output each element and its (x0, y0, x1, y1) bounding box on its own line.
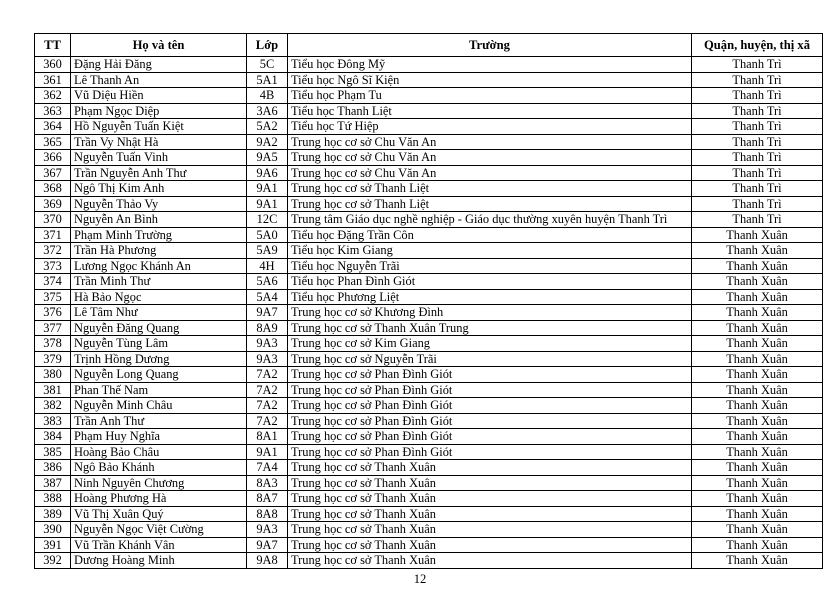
table-row (35, 305, 823, 321)
row-tt: 377 (35, 320, 71, 336)
table-row (35, 72, 823, 88)
row-name: Nguyễn Tùng Lâm (71, 336, 247, 352)
table-row (35, 181, 823, 197)
row-name: Vũ Trần Khánh Vân (71, 537, 247, 553)
table-row (35, 57, 823, 73)
row-school: Trung học cơ sở Chu Văn An (288, 165, 692, 181)
table-row (35, 460, 823, 476)
row-school: Trung học cơ sở Thanh Liệt (288, 181, 692, 197)
row-name: Phạm Huy Nghĩa (71, 429, 247, 445)
table-row (35, 553, 823, 569)
row-school: Tiểu học Đặng Trần Côn (288, 227, 692, 243)
table-row (35, 367, 823, 383)
table-row (35, 382, 823, 398)
row-name: Phạm Minh Trường (71, 227, 247, 243)
row-school: Trung học cơ sở Thanh Xuân (288, 475, 692, 491)
row-school: Trung học cơ sở Phan Đình Giót (288, 398, 692, 414)
row-name: Trần Minh Thư (71, 274, 247, 290)
row-name: Vũ Diệu Hiền (71, 88, 247, 104)
row-tt: 371 (35, 227, 71, 243)
row-tt: 373 (35, 258, 71, 274)
row-class: 9A1 (247, 196, 288, 212)
row-district: Thanh Trì (692, 72, 823, 88)
row-tt: 363 (35, 103, 71, 119)
row-district: Thanh Trì (692, 181, 823, 197)
header-tt: TT (35, 34, 71, 57)
row-class: 9A2 (247, 134, 288, 150)
table-row (35, 150, 823, 166)
row-district: Thanh Xuân (692, 398, 823, 414)
row-school: Trung học cơ sở Thanh Xuân (288, 537, 692, 553)
row-school: Tiểu học Phương Liệt (288, 289, 692, 305)
row-district: Thanh Xuân (692, 351, 823, 367)
row-tt: 381 (35, 382, 71, 398)
row-class: 4B (247, 88, 288, 104)
row-name: Nguyễn An Bình (71, 212, 247, 228)
row-school: Trung học cơ sở Phan Đình Giót (288, 429, 692, 445)
row-district: Thanh Trì (692, 165, 823, 181)
row-name: Trần Hà Phương (71, 243, 247, 259)
row-district: Thanh Xuân (692, 429, 823, 445)
row-name: Lê Thanh An (71, 72, 247, 88)
row-class: 5A6 (247, 274, 288, 290)
row-district: Thanh Xuân (692, 475, 823, 491)
row-class: 5A2 (247, 119, 288, 135)
row-class: 9A3 (247, 336, 288, 352)
row-name: Trần Anh Thư (71, 413, 247, 429)
table-row (35, 212, 823, 228)
table-row (35, 119, 823, 135)
row-school: Trung học cơ sở Phan Đình Giót (288, 367, 692, 383)
row-class: 5A0 (247, 227, 288, 243)
row-tt: 382 (35, 398, 71, 414)
row-school: Trung học cơ sở Nguyễn Trãi (288, 351, 692, 367)
header-class: Lớp (247, 34, 288, 57)
row-district: Thanh Xuân (692, 444, 823, 460)
row-school: Tiểu học Kim Giang (288, 243, 692, 259)
table-row (35, 165, 823, 181)
row-district: Thanh Xuân (692, 537, 823, 553)
row-school: Trung học cơ sở Thanh Xuân (288, 506, 692, 522)
row-school: Tiểu học Nguyễn Trãi (288, 258, 692, 274)
table-row (35, 336, 823, 352)
row-name: Nguyễn Đăng Quang (71, 320, 247, 336)
row-name: Trần Nguyễn Anh Thư (71, 165, 247, 181)
row-name: Trần Vy Nhật Hà (71, 134, 247, 150)
row-district: Thanh Xuân (692, 491, 823, 507)
row-school: Trung học cơ sở Thanh Xuân Trung (288, 320, 692, 336)
row-class: 7A2 (247, 382, 288, 398)
row-school: Trung tâm Giáo dục nghề nghiệp - Giáo dục thường xuyên huyện Thanh Trì (288, 212, 692, 228)
row-district: Thanh Xuân (692, 367, 823, 383)
row-district: Thanh Xuân (692, 553, 823, 569)
row-class: 8A3 (247, 475, 288, 491)
row-name: Hồ Nguyễn Tuấn Kiệt (71, 119, 247, 135)
row-tt: 384 (35, 429, 71, 445)
row-class: 4H (247, 258, 288, 274)
row-tt: 386 (35, 460, 71, 476)
page-number: 12 (413, 572, 427, 586)
row-name: Ninh Nguyên Chương (71, 475, 247, 491)
row-class: 3A6 (247, 103, 288, 119)
row-district: Thanh Trì (692, 103, 823, 119)
row-tt: 360 (35, 57, 71, 73)
row-school: Tiểu học Đông Mỹ (288, 57, 692, 73)
table-row (35, 274, 823, 290)
row-district: Thanh Xuân (692, 320, 823, 336)
header-school: Trường (288, 34, 692, 57)
row-name: Nguyễn Long Quang (71, 367, 247, 383)
row-district: Thanh Xuân (692, 305, 823, 321)
row-class: 9A7 (247, 537, 288, 553)
table-row (35, 227, 823, 243)
row-name: Đặng Hải Đăng (71, 57, 247, 73)
row-class: 12C (247, 212, 288, 228)
row-tt: 375 (35, 289, 71, 305)
row-tt: 392 (35, 553, 71, 569)
row-tt: 368 (35, 181, 71, 197)
row-class: 9A7 (247, 305, 288, 321)
row-school: Trung học cơ sở Chu Văn An (288, 150, 692, 166)
table-row (35, 289, 823, 305)
row-tt: 362 (35, 88, 71, 104)
table-body (35, 57, 823, 569)
row-district: Thanh Trì (692, 150, 823, 166)
table-row (35, 506, 823, 522)
row-name: Phan Thế Nam (71, 382, 247, 398)
table-row (35, 258, 823, 274)
row-name: Hoàng Bảo Châu (71, 444, 247, 460)
row-name: Nguyễn Tuấn Vinh (71, 150, 247, 166)
header-district: Quận, huyện, thị xã (692, 34, 823, 57)
table-row (35, 320, 823, 336)
row-class: 5A9 (247, 243, 288, 259)
row-name: Dương Hoàng Minh (71, 553, 247, 569)
row-tt: 387 (35, 475, 71, 491)
table-row (35, 103, 823, 119)
row-district: Thanh Xuân (692, 336, 823, 352)
row-school: Trung học cơ sở Thanh Xuân (288, 491, 692, 507)
row-school: Trung học cơ sở Chu Văn An (288, 134, 692, 150)
row-school: Tiểu học Phạm Tu (288, 88, 692, 104)
row-name: Vũ Thị Xuân Quý (71, 506, 247, 522)
row-tt: 372 (35, 243, 71, 259)
table-row (35, 413, 823, 429)
row-tt: 361 (35, 72, 71, 88)
row-district: Thanh Xuân (692, 258, 823, 274)
row-school: Tiểu học Thanh Liệt (288, 103, 692, 119)
row-tt: 385 (35, 444, 71, 460)
table-row (35, 88, 823, 104)
row-district: Thanh Trì (692, 212, 823, 228)
row-district: Thanh Xuân (692, 460, 823, 476)
row-district: Thanh Trì (692, 134, 823, 150)
row-school: Trung học cơ sở Thanh Xuân (288, 460, 692, 476)
row-district: Thanh Trì (692, 196, 823, 212)
row-school: Trung học cơ sở Phan Đình Giót (288, 413, 692, 429)
row-school: Trung học cơ sở Thanh Xuân (288, 553, 692, 569)
row-class: 9A3 (247, 522, 288, 538)
row-tt: 370 (35, 212, 71, 228)
row-name: Phạm Ngọc Diệp (71, 103, 247, 119)
row-class: 5A4 (247, 289, 288, 305)
row-district: Thanh Xuân (692, 522, 823, 538)
row-name: Ngô Thị Kim Anh (71, 181, 247, 197)
row-school: Trung học cơ sở Kim Giang (288, 336, 692, 352)
row-class: 9A3 (247, 351, 288, 367)
row-district: Thanh Trì (692, 119, 823, 135)
row-name: Nguyễn Minh Châu (71, 398, 247, 414)
row-tt: 389 (35, 506, 71, 522)
row-class: 8A9 (247, 320, 288, 336)
row-class: 9A1 (247, 444, 288, 460)
row-tt: 383 (35, 413, 71, 429)
row-school: Trung học cơ sở Khương Đình (288, 305, 692, 321)
table-row (35, 351, 823, 367)
row-tt: 366 (35, 150, 71, 166)
row-class: 7A2 (247, 367, 288, 383)
row-district: Thanh Xuân (692, 413, 823, 429)
row-school: Trung học cơ sở Phan Đình Giót (288, 382, 692, 398)
table-row (35, 398, 823, 414)
row-school: Trung học cơ sở Thanh Xuân (288, 522, 692, 538)
row-school: Trung học cơ sở Phan Đình Giót (288, 444, 692, 460)
row-class: 5A1 (247, 72, 288, 88)
row-tt: 364 (35, 119, 71, 135)
row-class: 5C (247, 57, 288, 73)
table-row (35, 491, 823, 507)
row-tt: 390 (35, 522, 71, 538)
row-tt: 367 (35, 165, 71, 181)
row-school: Tiểu học Phan Đình Giót (288, 274, 692, 290)
table-row (35, 522, 823, 538)
row-district: Thanh Xuân (692, 243, 823, 259)
row-class: 9A5 (247, 150, 288, 166)
row-class: 9A6 (247, 165, 288, 181)
row-class: 7A2 (247, 413, 288, 429)
row-tt: 388 (35, 491, 71, 507)
row-class: 7A2 (247, 398, 288, 414)
table-row (35, 444, 823, 460)
row-district: Thanh Xuân (692, 274, 823, 290)
student-table (34, 33, 823, 569)
row-class: 9A8 (247, 553, 288, 569)
row-district: Thanh Xuân (692, 506, 823, 522)
row-tt: 365 (35, 134, 71, 150)
row-school: Trung học cơ sở Thanh Liệt (288, 196, 692, 212)
row-name: Ngô Bảo Khánh (71, 460, 247, 476)
row-class: 9A1 (247, 181, 288, 197)
row-district: Thanh Trì (692, 57, 823, 73)
table-row (35, 196, 823, 212)
table-header-row (35, 34, 823, 57)
row-school: Tiểu học Ngô Sĩ Kiện (288, 72, 692, 88)
row-class: 8A8 (247, 506, 288, 522)
table-row (35, 429, 823, 445)
row-tt: 380 (35, 367, 71, 383)
row-tt: 391 (35, 537, 71, 553)
row-name: Lê Tâm Như (71, 305, 247, 321)
row-name: Hà Bảo Ngọc (71, 289, 247, 305)
row-tt: 378 (35, 336, 71, 352)
row-district: Thanh Xuân (692, 227, 823, 243)
row-district: Thanh Trì (692, 88, 823, 104)
row-tt: 369 (35, 196, 71, 212)
row-district: Thanh Xuân (692, 289, 823, 305)
row-tt: 374 (35, 274, 71, 290)
row-name: Nguyễn Thảo Vy (71, 196, 247, 212)
row-name: Hoàng Phương Hà (71, 491, 247, 507)
row-district: Thanh Xuân (692, 382, 823, 398)
row-class: 8A7 (247, 491, 288, 507)
table-row (35, 243, 823, 259)
row-name: Lương Ngọc Khánh An (71, 258, 247, 274)
table-row (35, 134, 823, 150)
table-row (35, 537, 823, 553)
row-tt: 376 (35, 305, 71, 321)
header-name: Họ và tên (71, 34, 247, 57)
row-name: Trịnh Hồng Dương (71, 351, 247, 367)
row-school: Tiểu học Tứ Hiệp (288, 119, 692, 135)
row-class: 7A4 (247, 460, 288, 476)
row-name: Nguyễn Ngọc Việt Cường (71, 522, 247, 538)
row-tt: 379 (35, 351, 71, 367)
row-class: 8A1 (247, 429, 288, 445)
table-row (35, 475, 823, 491)
